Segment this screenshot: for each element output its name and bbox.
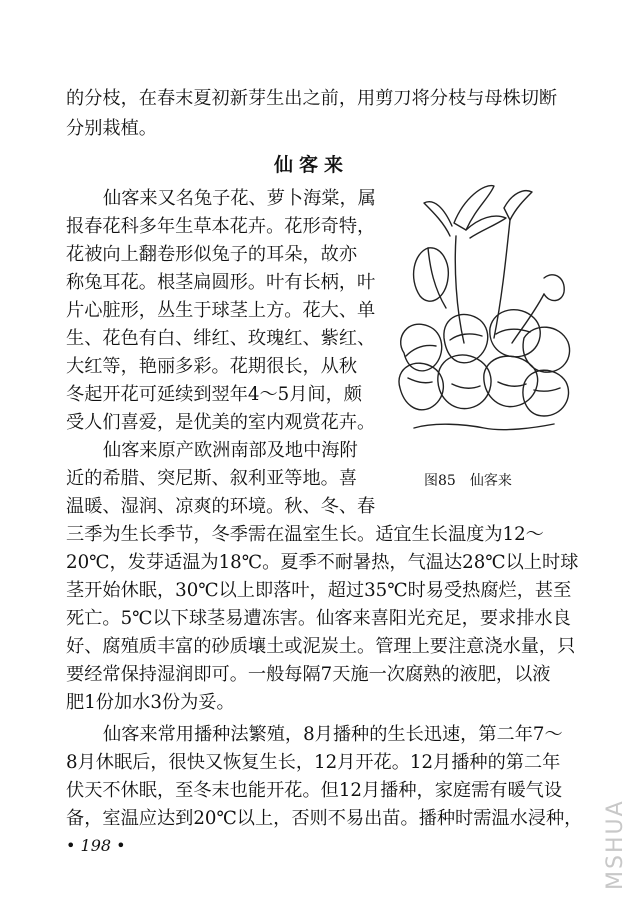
cyclamen-illustration (394, 178, 576, 450)
body-line: 生、花色有白、绯红、玫瑰红、紫红、 (66, 328, 376, 349)
body-line: 冬起开花可延续到翌年4～5月间，颇 (66, 384, 362, 405)
body-line: 花被向上翻卷形似兔子的耳朵，故亦 (66, 244, 358, 265)
watermark: MSHUA (603, 799, 628, 890)
body-line: 备，室温应达到20℃以上，否则不易出苗。播种时需温水浸种， (66, 808, 583, 829)
body-line: 好、腐殖质丰富的砂质壤土或泥炭土。管理上要注意浇水量，只 (66, 636, 576, 657)
body-line: 要经常保持湿润即可。一般每隔7天施一次腐熟的液肥，以液 (66, 664, 551, 685)
body-line: 8月休眠后，很快又恢复生长，12月开花。12月播种的第二年 (66, 752, 561, 773)
body-line: 三季为生长季节，冬季需在温室生长。适宜生长温度为12～ (66, 524, 544, 545)
body-line: 肥1份加水3份为妥。 (66, 692, 235, 713)
section-title: 仙客来 (274, 154, 350, 176)
body-line: 仙客来又名兔子花、萝卜海棠，属 (103, 188, 376, 209)
body-line: 茎开始休眠，30℃以上即落叶，超过35℃时易受热腐烂，甚至 (66, 580, 572, 601)
body-line: 片心脏形，丛生于球茎上方。花大、单 (66, 300, 376, 321)
figure-caption: 图85 仙客来 (424, 473, 512, 489)
body-line: 仙客来常用播种法繁殖，8月播种的生长迅速，第二年7～ (103, 724, 563, 745)
body-line: 受人们喜爱，是优美的室内观赏花卉。 (66, 412, 376, 433)
body-line: 大红等，艳丽多彩。花期很长，从秋 (66, 356, 358, 377)
body-line: 温暖、湿润、凉爽的环境。秋、冬、春 (66, 496, 376, 517)
page-number: • 198 • (66, 836, 126, 855)
body-line: 20℃，发芽适温为18℃。夏季不耐暑热，气温达28℃以上时球 (66, 552, 579, 573)
body-line: 近的希腊、突尼斯、叙利亚等地。喜 (66, 468, 358, 489)
body-line: 称兔耳花。根茎扁圆形。叶有长柄，叶 (66, 272, 376, 293)
body-line: 死亡。5℃以下球茎易遭冻害。仙客来喜阳光充足，要求排水良 (66, 608, 571, 629)
body-line: 仙客来原产欧洲南部及地中海附 (103, 440, 358, 461)
body-line: 伏天不休眠，至冬末也能开花。但12月播种，家庭需有暖气设 (66, 780, 563, 801)
body-line: 报春花科多年生草本花卉。花形奇特， (66, 216, 376, 237)
intro-line-1: 的分枝，在春末夏初新芽生出之前，用剪刀将分枝与母株切断 (66, 88, 558, 109)
intro-line-2: 分别栽植。 (66, 118, 157, 139)
